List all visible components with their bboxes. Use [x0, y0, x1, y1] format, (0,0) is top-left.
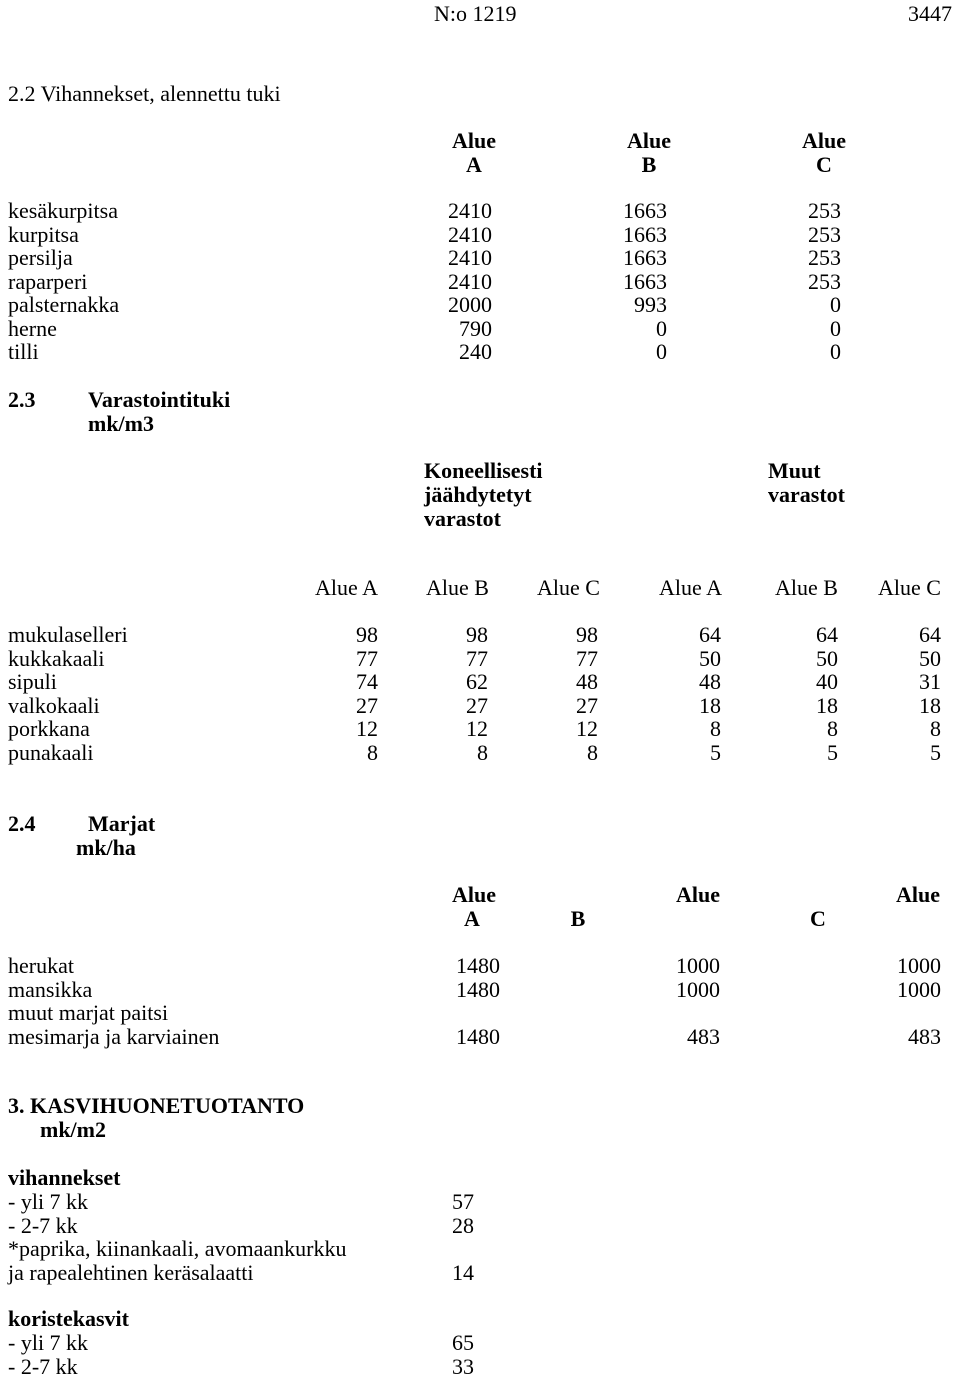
column-header-letter: C	[816, 152, 832, 177]
table-cell: 2000	[448, 292, 492, 317]
column-header-letter: B	[641, 152, 657, 177]
table-cell: 8	[477, 740, 488, 765]
table-cell: 253	[808, 268, 841, 294]
table-cell: 5	[930, 740, 941, 765]
table-cell: 98	[576, 622, 598, 647]
group-cooled-line2: jäähdytetyt	[424, 482, 532, 507]
table-cell: 40	[816, 669, 838, 695]
table-cell: 64	[816, 622, 838, 647]
list-item-value: 57	[452, 1189, 474, 1214]
table-cell: 5	[710, 740, 721, 765]
row-label: persilja	[8, 245, 73, 270]
table-cell: 8	[367, 740, 378, 765]
row-label: tilli	[8, 339, 39, 364]
list-item-value: 65	[452, 1330, 474, 1355]
table-cell: 27	[466, 692, 488, 718]
list-item-label: - yli 7 kk	[8, 1330, 89, 1355]
table-cell: 8	[930, 716, 941, 742]
table-cell: 62	[466, 669, 488, 695]
column-header-area: Alue	[452, 128, 496, 153]
table-cell: 98	[356, 622, 378, 647]
table-cell: 12	[466, 716, 488, 742]
list-item-value: 14	[452, 1259, 474, 1285]
column-header: Alue A	[659, 575, 722, 600]
table-cell: 8	[710, 716, 721, 742]
table-cell: 1000	[676, 953, 720, 978]
column-header-area: Alue	[802, 128, 846, 153]
table-cell: 18	[699, 692, 721, 718]
column-header-letter: A	[466, 152, 482, 177]
column-header-area: Alue	[676, 882, 720, 907]
list-item-value: 33	[452, 1353, 474, 1379]
table-cell: 483	[908, 1023, 941, 1049]
table-cell: 2410	[448, 221, 492, 247]
row-label: kukkakaali	[8, 645, 105, 671]
section-3-title: 3. KASVIHUONETUOTANTO	[8, 1093, 305, 1118]
table-cell: 1480	[456, 976, 500, 1002]
table-cell: 0	[830, 339, 841, 364]
table-cell: 1663	[623, 198, 667, 223]
row-label: kesäkurpitsa	[8, 198, 118, 223]
table-cell: 2410	[448, 245, 492, 270]
column-header-letter: C	[810, 906, 826, 931]
column-header: Alue B	[775, 575, 838, 600]
row-label: porkkana	[8, 716, 90, 742]
list-item-label: - yli 7 kk	[8, 1189, 89, 1214]
table-cell: 64	[919, 622, 941, 647]
table-cell: 1000	[897, 976, 941, 1002]
section-2-2-title: 2.2 Vihannekset, alennettu tuki	[8, 81, 281, 106]
table-cell: 18	[816, 692, 838, 718]
table-cell: 12	[356, 716, 378, 742]
section-2-3-unit: mk/m3	[88, 411, 154, 436]
table-cell: 18	[919, 692, 941, 718]
table-cell: 1663	[623, 221, 667, 247]
column-header-area: Alue	[452, 882, 496, 907]
column-header: Alue C	[537, 575, 600, 600]
group-other-line1: Muut	[768, 458, 821, 483]
table-cell: 1000	[676, 976, 720, 1002]
table-cell: 27	[576, 692, 598, 718]
table-cell: 1480	[456, 953, 500, 978]
table-cell: 0	[656, 339, 667, 364]
row-label: punakaali	[8, 740, 94, 765]
table-cell: 993	[634, 292, 667, 317]
section-2-3-title: Varastointituki	[88, 387, 231, 412]
table-cell: 253	[808, 221, 841, 247]
row-label: valkokaali	[8, 692, 100, 718]
table-cell: 483	[687, 1023, 720, 1049]
section-2-4-number: 2.4	[8, 811, 36, 836]
row-label: mansikka	[8, 976, 93, 1002]
group-other-line2: varastot	[768, 482, 845, 507]
table-cell: 8	[587, 740, 598, 765]
table-cell: 790	[459, 315, 492, 341]
table-cell: 0	[830, 315, 841, 341]
row-label: raparperi	[8, 268, 88, 294]
table-cell: 240	[459, 339, 492, 364]
row-label: mesimarja ja karviainen	[8, 1023, 220, 1049]
table-cell: 50	[919, 645, 941, 671]
row-label: herukat	[8, 953, 74, 978]
table-cell: 5	[827, 740, 838, 765]
row-label: muut marjat paitsi	[8, 1000, 169, 1026]
table-cell: 31	[919, 669, 941, 695]
column-header-area: Alue	[627, 128, 671, 153]
table-cell: 1000	[897, 953, 941, 978]
list-item-label: - 2-7 kk	[8, 1353, 78, 1379]
table-cell: 77	[466, 645, 488, 671]
table-cell: 27	[356, 692, 378, 718]
table-cell: 0	[656, 315, 667, 341]
table-cell: 48	[576, 669, 598, 695]
table-cell: 98	[466, 622, 488, 647]
page-number: 3447	[908, 1, 952, 26]
section-3-unit: mk/m2	[40, 1117, 106, 1142]
section-2-4-unit: mk/ha	[76, 835, 136, 860]
row-label: mukulaselleri	[8, 622, 128, 647]
table-cell: 12	[576, 716, 598, 742]
table-cell: 64	[699, 622, 721, 647]
column-header-letter: A	[464, 906, 480, 931]
table-cell: 48	[699, 669, 721, 695]
column-header-letter: B	[570, 906, 586, 931]
table-cell: 50	[816, 645, 838, 671]
table-cell: 1663	[623, 268, 667, 294]
column-header: Alue B	[426, 575, 489, 600]
row-label: palsternakka	[8, 292, 120, 317]
list-item-label: *paprika, kiinankaali, avomaankurkku	[8, 1236, 347, 1262]
table-cell: 1663	[623, 245, 667, 270]
table-cell: 77	[356, 645, 378, 671]
table-cell: 74	[356, 669, 378, 695]
table-cell: 50	[699, 645, 721, 671]
group-cooled-line3: varastot	[424, 506, 501, 531]
table-cell: 2410	[448, 268, 492, 294]
document-number: N:o 1219	[434, 1, 517, 26]
column-header: Alue A	[315, 575, 378, 600]
column-header-area: Alue	[896, 882, 940, 907]
group-cooled-line1: Koneellisesti	[424, 458, 543, 483]
ornamentals-heading: koristekasvit	[8, 1306, 129, 1331]
table-cell: 1480	[456, 1023, 500, 1049]
row-label: sipuli	[8, 669, 57, 695]
table-cell: 0	[830, 292, 841, 317]
row-label: kurpitsa	[8, 221, 79, 247]
list-item-value: 28	[452, 1212, 474, 1238]
section-2-4-title: Marjat	[88, 811, 156, 836]
table-cell: 77	[576, 645, 598, 671]
row-label: herne	[8, 315, 57, 341]
section-2-3-number: 2.3	[8, 387, 36, 412]
table-cell: 2410	[448, 198, 492, 223]
table-cell: 8	[827, 716, 838, 742]
column-header: Alue C	[878, 575, 941, 600]
table-cell: 253	[808, 245, 841, 270]
vegetables-heading: vihannekset	[8, 1165, 121, 1190]
list-item-label: ja rapealehtinen keräsalaatti	[8, 1259, 254, 1285]
table-cell: 253	[808, 198, 841, 223]
list-item-label: - 2-7 kk	[8, 1212, 78, 1238]
